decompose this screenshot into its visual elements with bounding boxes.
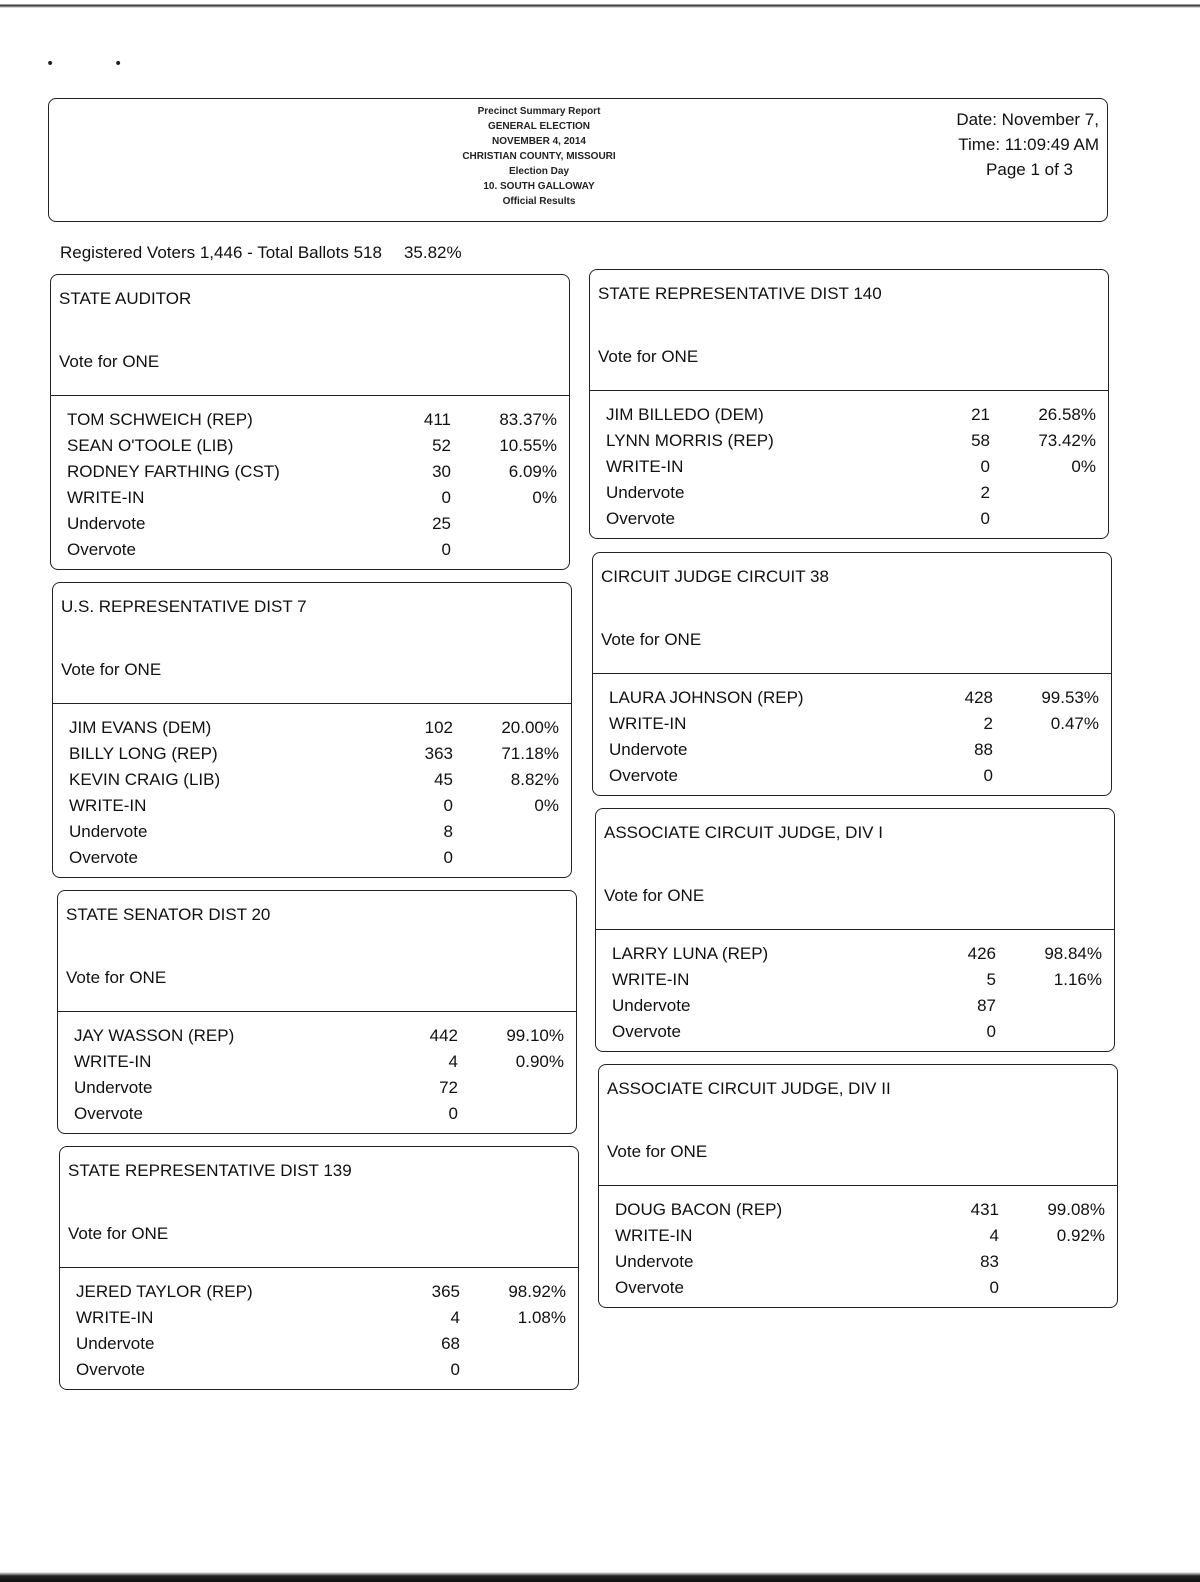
- candidate-name: Overvote: [69, 848, 138, 867]
- candidate-name: Overvote: [612, 1022, 681, 1041]
- result-row: [596, 941, 1114, 967]
- vote-percent: 26.58%: [1038, 405, 1096, 424]
- vote-percent: 8.82%: [510, 770, 559, 789]
- candidate-name: Undervote: [609, 740, 688, 759]
- vote-count: 431: [970, 1200, 999, 1219]
- result-row: [599, 1197, 1117, 1223]
- contest-box: [589, 269, 1109, 539]
- candidate-name: WRITE-IN: [74, 1052, 152, 1071]
- candidate-name: Undervote: [74, 1078, 153, 1097]
- vote-count: 25: [432, 514, 451, 533]
- vote-count: 0: [989, 1278, 999, 1297]
- contest-divider: [60, 1267, 578, 1268]
- vote-count: 5: [986, 970, 996, 989]
- contest-divider: [58, 1011, 576, 1012]
- vote-percent: 10.55%: [499, 436, 557, 455]
- contest-title: CIRCUIT JUDGE CIRCUIT 38: [601, 567, 829, 586]
- vote-count: 8: [443, 822, 453, 841]
- candidate-name: Undervote: [612, 996, 691, 1015]
- vote-count: 2: [983, 714, 993, 733]
- result-rows: [60, 1279, 578, 1383]
- result-row: [58, 1101, 576, 1127]
- result-rows: [596, 941, 1114, 1045]
- contest-divider: [53, 703, 571, 704]
- result-rows: [593, 685, 1111, 789]
- vote-count: 365: [431, 1282, 460, 1301]
- result-row: [58, 1049, 576, 1075]
- result-row: [60, 1305, 578, 1331]
- result-row: [53, 845, 571, 871]
- candidate-name: BILLY LONG (REP): [69, 744, 218, 763]
- vote-percent: 99.53%: [1041, 688, 1099, 707]
- vote-count: 58: [971, 431, 990, 450]
- report-type: Precinct Summary Report: [477, 106, 601, 117]
- vote-count: 4: [448, 1052, 458, 1071]
- vote-percent: 73.42%: [1038, 431, 1096, 450]
- vote-count: 87: [977, 996, 996, 1015]
- candidate-name: JIM EVANS (DEM): [69, 718, 212, 737]
- county-name: CHRISTIAN COUNTY, MISSOURI: [462, 151, 616, 162]
- candidate-name: Overvote: [76, 1360, 145, 1379]
- vote-count: 0: [983, 766, 993, 785]
- result-row: [60, 1279, 578, 1305]
- contest-title: STATE SENATOR DIST 20: [66, 905, 271, 924]
- contest-box: [59, 1146, 579, 1390]
- result-row: [60, 1357, 578, 1383]
- candidate-name: Overvote: [74, 1104, 143, 1123]
- vote-percent: 20.00%: [501, 718, 559, 737]
- vote-count: 102: [424, 718, 453, 737]
- result-row: [53, 715, 571, 741]
- result-rows: [51, 407, 569, 563]
- vote-percent: 0.47%: [1050, 714, 1099, 733]
- candidate-name: Undervote: [606, 483, 685, 502]
- page-number: Page 1 of 3: [986, 160, 1073, 179]
- result-row: [60, 1331, 578, 1357]
- vote-for-label: Vote for ONE: [598, 347, 699, 366]
- contest-title: U.S. REPRESENTATIVE DIST 7: [61, 597, 307, 616]
- candidate-name: JIM BILLEDO (DEM): [606, 405, 764, 424]
- result-row: [51, 433, 569, 459]
- contest-box: [595, 808, 1115, 1052]
- result-row: [51, 407, 569, 433]
- vote-count: 0: [980, 457, 990, 476]
- candidate-name: TOM SCHWEICH (REP): [67, 410, 253, 429]
- vote-for-label: Vote for ONE: [601, 630, 702, 649]
- result-row: [599, 1223, 1117, 1249]
- turnout-text: Registered Voters 1,446 - Total Ballots 518: [60, 243, 382, 262]
- contest-title: ASSOCIATE CIRCUIT JUDGE, DIV II: [607, 1079, 891, 1098]
- result-row: [590, 480, 1108, 506]
- result-row: [53, 767, 571, 793]
- candidate-name: WRITE-IN: [69, 796, 147, 815]
- contest-divider: [599, 1185, 1117, 1186]
- vote-count: 0: [980, 509, 990, 528]
- result-row: [590, 428, 1108, 454]
- vote-count: 83: [980, 1252, 999, 1271]
- result-row: [593, 711, 1111, 737]
- candidate-name: JERED TAYLOR (REP): [76, 1282, 253, 1301]
- vote-count: 411: [423, 410, 451, 429]
- result-row: [51, 485, 569, 511]
- result-row: [593, 737, 1111, 763]
- vote-count: 428: [964, 688, 993, 707]
- contest-divider: [596, 929, 1114, 930]
- vote-percent: 0%: [1071, 457, 1096, 476]
- candidate-name: JAY WASSON (REP): [74, 1026, 235, 1045]
- report-meta: [899, 107, 1099, 182]
- vote-for-label: Vote for ONE: [66, 968, 167, 987]
- result-row: [599, 1275, 1117, 1301]
- contest-title: ASSOCIATE CIRCUIT JUDGE, DIV I: [604, 823, 883, 842]
- contest-box: [50, 274, 570, 570]
- contest-box: [598, 1064, 1118, 1308]
- candidate-name: SEAN O'TOOLE (LIB): [67, 436, 234, 455]
- vote-count: 363: [424, 744, 453, 763]
- result-row: [51, 537, 569, 563]
- ballot-group: Election Day: [508, 166, 570, 177]
- candidate-name: RODNEY FARTHING (CST): [67, 462, 280, 481]
- vote-count: 2: [980, 483, 990, 502]
- vote-count: 45: [434, 770, 453, 789]
- results-status: Official Results: [502, 196, 576, 207]
- candidate-name: WRITE-IN: [615, 1226, 693, 1245]
- candidate-name: Overvote: [67, 540, 136, 559]
- vote-count: 4: [989, 1226, 999, 1245]
- vote-count: 0: [441, 488, 451, 507]
- candidate-name: Overvote: [609, 766, 678, 785]
- candidate-name: Undervote: [69, 822, 148, 841]
- vote-percent: 0%: [534, 796, 559, 815]
- scan-edge-bottom: [0, 1564, 1200, 1582]
- vote-percent: 0.92%: [1056, 1226, 1105, 1245]
- result-row: [596, 967, 1114, 993]
- candidate-name: WRITE-IN: [606, 457, 684, 476]
- vote-percent: 98.84%: [1044, 944, 1102, 963]
- turnout-percent: 35.82%: [403, 243, 462, 262]
- vote-percent: 98.92%: [508, 1282, 566, 1301]
- turnout-summary: [60, 243, 462, 263]
- result-row: [590, 454, 1108, 480]
- result-row: [53, 819, 571, 845]
- vote-count: 30: [432, 462, 451, 481]
- candidate-name: KEVIN CRAIG (LIB): [69, 770, 221, 789]
- vote-for-label: Vote for ONE: [61, 660, 162, 679]
- vote-count: 4: [450, 1308, 460, 1327]
- vote-count: 426: [967, 944, 996, 963]
- vote-count: 0: [448, 1104, 458, 1123]
- contest-title: STATE AUDITOR: [59, 289, 192, 308]
- vote-count: 0: [986, 1022, 996, 1041]
- result-rows: [590, 402, 1108, 532]
- candidate-name: WRITE-IN: [609, 714, 687, 733]
- election-name: GENERAL ELECTION: [487, 121, 591, 132]
- contest-title: STATE REPRESENTATIVE DIST 140: [598, 284, 882, 303]
- precinct-name: 10. SOUTH GALLOWAY: [483, 181, 595, 192]
- corner-mark-left: •: [46, 56, 55, 72]
- contest-box: [592, 552, 1112, 796]
- vote-for-label: Vote for ONE: [68, 1224, 169, 1243]
- result-row: [593, 763, 1111, 789]
- candidate-name: LAURA JOHNSON (REP): [609, 688, 804, 707]
- result-row: [590, 506, 1108, 532]
- election-date: NOVEMBER 4, 2014: [492, 136, 586, 147]
- result-rows: [58, 1023, 576, 1127]
- contest-divider: [590, 390, 1108, 391]
- candidate-name: WRITE-IN: [76, 1308, 154, 1327]
- candidate-name: WRITE-IN: [612, 970, 690, 989]
- result-row: [51, 459, 569, 485]
- contest-divider: [51, 395, 569, 396]
- corner-mark-right: •: [114, 56, 123, 72]
- vote-for-label: Vote for ONE: [604, 886, 705, 905]
- result-row: [51, 511, 569, 537]
- vote-percent: 0.90%: [515, 1052, 564, 1071]
- result-rows: [599, 1197, 1117, 1301]
- report-heading: [419, 104, 659, 209]
- vote-percent: 99.10%: [506, 1026, 564, 1045]
- candidate-name: Undervote: [615, 1252, 694, 1271]
- candidate-name: LYNN MORRIS (REP): [606, 431, 774, 450]
- result-row: [596, 1019, 1114, 1045]
- candidate-name: LARRY LUNA (REP): [612, 944, 769, 963]
- result-row: [593, 685, 1111, 711]
- vote-count: 0: [441, 540, 451, 559]
- candidate-name: Undervote: [76, 1334, 155, 1353]
- vote-percent: 71.18%: [501, 744, 559, 763]
- candidate-name: Overvote: [606, 509, 675, 528]
- contest-box: [52, 582, 572, 878]
- vote-percent: 99.08%: [1047, 1200, 1105, 1219]
- report-time: Time: 11:09:49 AM: [958, 135, 1099, 154]
- result-row: [590, 402, 1108, 428]
- vote-percent: 1.16%: [1053, 970, 1102, 989]
- candidate-name: DOUG BACON (REP): [615, 1200, 783, 1219]
- contest-divider: [593, 673, 1111, 674]
- vote-percent: 83.37%: [499, 410, 557, 429]
- vote-count: 68: [441, 1334, 460, 1353]
- vote-count: 0: [450, 1360, 460, 1379]
- result-row: [53, 741, 571, 767]
- vote-count: 52: [432, 436, 451, 455]
- result-row: [58, 1023, 576, 1049]
- result-rows: [53, 715, 571, 871]
- vote-count: 0: [443, 848, 453, 867]
- vote-count: 442: [429, 1026, 458, 1045]
- result-row: [58, 1075, 576, 1101]
- vote-for-label: Vote for ONE: [607, 1142, 708, 1161]
- result-row: [53, 793, 571, 819]
- report-date: Date: November 7,: [956, 110, 1099, 129]
- contest-box: [57, 890, 577, 1134]
- vote-percent: 0%: [532, 488, 557, 507]
- vote-count: 72: [439, 1078, 458, 1097]
- vote-for-label: Vote for ONE: [59, 352, 160, 371]
- vote-count: 0: [443, 796, 453, 815]
- vote-count: 21: [971, 405, 990, 424]
- candidate-name: Overvote: [615, 1278, 684, 1297]
- report-header: [48, 98, 1108, 222]
- vote-percent: 6.09%: [508, 462, 557, 481]
- candidate-name: Undervote: [67, 514, 146, 533]
- contest-title: STATE REPRESENTATIVE DIST 139: [68, 1161, 352, 1180]
- scan-edge-top: [0, 0, 1200, 12]
- candidate-name: WRITE-IN: [67, 488, 145, 507]
- result-row: [599, 1249, 1117, 1275]
- vote-count: 88: [974, 740, 993, 759]
- vote-percent: 1.08%: [517, 1308, 566, 1327]
- result-row: [596, 993, 1114, 1019]
